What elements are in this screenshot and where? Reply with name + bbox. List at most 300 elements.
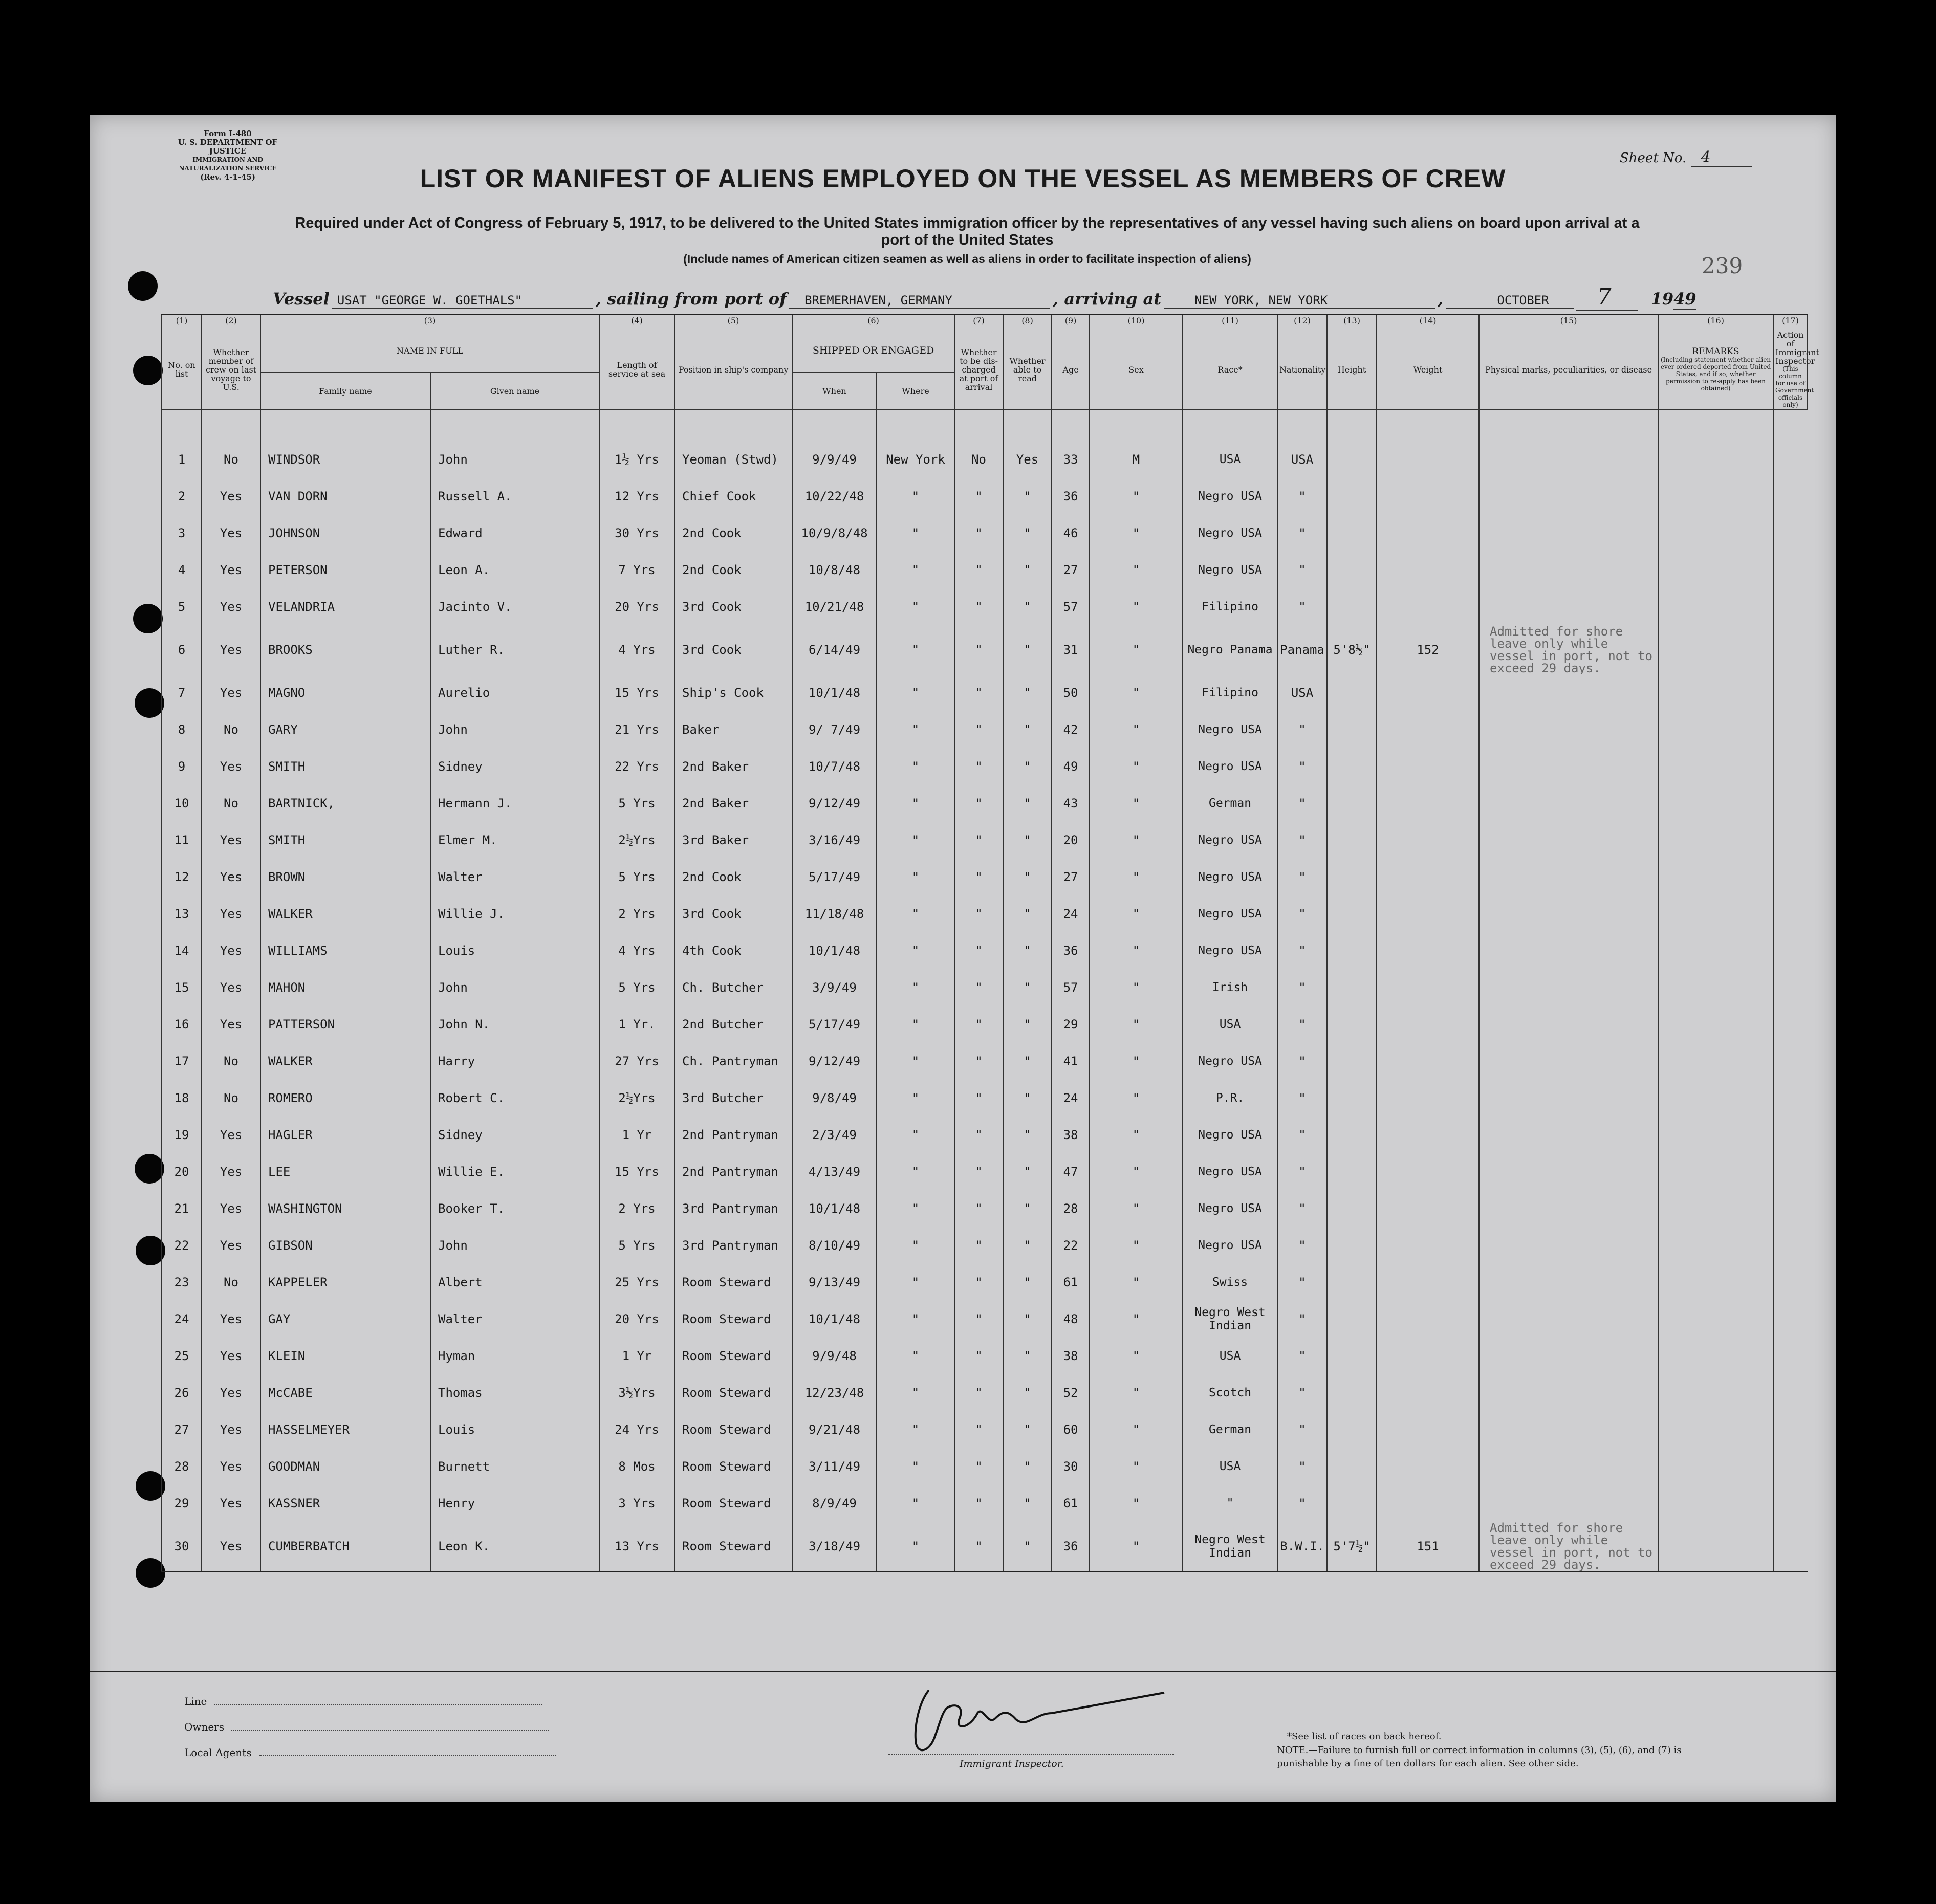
inspector-action-cell [1658, 1227, 1773, 1264]
table-row [162, 1411, 1808, 1448]
punch-hole [135, 688, 164, 718]
engaged-when-cell: 9/12/49 [792, 785, 877, 822]
position-cell: Baker [675, 711, 792, 748]
position-cell: 2nd Pantryman [675, 1153, 792, 1190]
age-cell: 57 [1052, 588, 1090, 625]
sex-cell: " [1090, 515, 1183, 552]
length-of-service-cell: 5 Yrs [599, 859, 675, 895]
discharged-cell: " [954, 588, 1003, 625]
length-of-service-cell: 12 Yrs [599, 478, 675, 515]
row-number-cell: 25 [162, 1338, 202, 1374]
nationality-cell: " [1277, 1264, 1327, 1301]
remarks-cell [1479, 969, 1658, 1006]
weight-cell [1377, 1448, 1479, 1485]
length-of-service-cell: 1 Yr [599, 1117, 675, 1153]
age-cell: 20 [1052, 822, 1090, 859]
length-of-service-cell: 15 Yrs [599, 674, 675, 711]
able-to-read-cell: " [1003, 478, 1052, 515]
nationality-cell: " [1277, 1485, 1327, 1522]
engaged-where-cell: " [877, 1522, 954, 1572]
header-previous-voyage: Whether member of crew on last voyage to U.S. [202, 330, 260, 410]
table-row [162, 478, 1808, 515]
length-of-service-cell: 5 Yrs [599, 969, 675, 1006]
nationality-cell: " [1277, 1153, 1327, 1190]
family-name-cell: WILLIAMS [260, 932, 430, 969]
previous-voyage-cell: No [202, 1264, 260, 1301]
service-name: IMMIGRATION AND NATURALIZATION SERVICE [179, 156, 277, 172]
engaged-when-cell: 3/9/49 [792, 969, 877, 1006]
nationality-cell: USA [1277, 674, 1327, 711]
subtitle-line-3: (Include names of American citizen seamen as well as aliens in order to facilitate inspection of aliens) [683, 252, 1251, 266]
height-cell [1327, 1411, 1377, 1448]
discharged-cell: " [954, 1264, 1003, 1301]
agents-field [184, 1746, 573, 1759]
inspector-action-cell [1658, 711, 1773, 748]
weight-cell [1377, 748, 1479, 785]
able-to-read-cell: " [1003, 711, 1052, 748]
height-cell [1327, 859, 1377, 895]
length-of-service-cell: 20 Yrs [599, 588, 675, 625]
length-of-service-cell: 3½Yrs [599, 1374, 675, 1411]
position-cell: Room Steward [675, 1301, 792, 1338]
col-num-7: (7) [954, 315, 1003, 330]
age-cell: 38 [1052, 1117, 1090, 1153]
family-name-cell: WALKER [260, 895, 430, 932]
position-cell: Ch. Butcher [675, 969, 792, 1006]
nationality-cell: " [1277, 895, 1327, 932]
age-cell: 57 [1052, 969, 1090, 1006]
table-row [162, 822, 1808, 859]
height-cell: 5'8½" [1327, 625, 1377, 674]
length-of-service-cell: 2½Yrs [599, 1080, 675, 1117]
inspector-signature [898, 1682, 1174, 1759]
given-name-cell: Henry [430, 1485, 599, 1522]
able-to-read-cell: " [1003, 1374, 1052, 1411]
previous-voyage-cell: Yes [202, 932, 260, 969]
position-cell: 2nd Cook [675, 859, 792, 895]
age-cell: 31 [1052, 625, 1090, 674]
position-cell: Room Steward [675, 1448, 792, 1485]
family-name-cell: PATTERSON [260, 1006, 430, 1043]
race-cell: Irish [1183, 969, 1277, 1006]
given-name-cell: Walter [430, 859, 599, 895]
table-row [162, 969, 1808, 1006]
position-cell: 2nd Baker [675, 748, 792, 785]
position-cell: 4th Cook [675, 932, 792, 969]
age-cell: 52 [1052, 1374, 1090, 1411]
col-num-12: (12) [1277, 315, 1327, 330]
remarks-cell [1479, 1153, 1658, 1190]
line-value [214, 1704, 542, 1705]
header-discharged: Whether to be dis-charged at port of arrival [954, 330, 1003, 410]
position-cell: 2nd Butcher [675, 1006, 792, 1043]
engaged-where-cell: " [877, 895, 954, 932]
height-cell [1327, 1006, 1377, 1043]
length-of-service-cell: 1½ Yrs [599, 441, 675, 478]
length-of-service-cell: 4 Yrs [599, 932, 675, 969]
weight-cell [1377, 1006, 1479, 1043]
height-cell [1327, 1117, 1377, 1153]
given-name-cell: Sidney [430, 748, 599, 785]
family-name-cell: GIBSON [260, 1227, 430, 1264]
height-cell [1327, 711, 1377, 748]
able-to-read-cell: " [1003, 1411, 1052, 1448]
table-row [162, 515, 1808, 552]
length-of-service-cell: 27 Yrs [599, 1043, 675, 1080]
engaged-where-cell: " [877, 1153, 954, 1190]
engaged-when-cell: 3/11/49 [792, 1448, 877, 1485]
remarks-cell [1479, 1227, 1658, 1264]
inspector-action-cell [1658, 1190, 1773, 1227]
given-name-cell: Booker T. [430, 1190, 599, 1227]
sex-cell: " [1090, 1117, 1183, 1153]
col-num-2: (2) [202, 315, 260, 330]
header-spacer-row [162, 410, 1808, 441]
col-num-8: (8) [1003, 315, 1052, 330]
family-name-cell: SMITH [260, 822, 430, 859]
age-cell: 41 [1052, 1043, 1090, 1080]
inspector-action-cell [1658, 1117, 1773, 1153]
length-of-service-cell: 13 Yrs [599, 1522, 675, 1572]
engaged-where-cell: " [877, 1338, 954, 1374]
inspector-action-cell [1658, 785, 1773, 822]
row-number-cell: 9 [162, 748, 202, 785]
remarks-cell [1479, 748, 1658, 785]
owners-label: Owners [184, 1721, 225, 1733]
family-name-cell: BARTNICK, [260, 785, 430, 822]
engaged-when-cell: 6/14/49 [792, 625, 877, 674]
previous-voyage-cell: No [202, 785, 260, 822]
length-of-service-cell: 2 Yrs [599, 895, 675, 932]
row-number-cell: 18 [162, 1080, 202, 1117]
age-cell: 24 [1052, 895, 1090, 932]
discharged-cell: " [954, 478, 1003, 515]
weight-cell [1377, 1264, 1479, 1301]
remarks-cell [1479, 588, 1658, 625]
previous-voyage-cell: Yes [202, 748, 260, 785]
able-to-read-cell: " [1003, 1117, 1052, 1153]
engaged-where-cell: " [877, 785, 954, 822]
previous-voyage-cell: No [202, 1043, 260, 1080]
table-row [162, 895, 1808, 932]
department: U. S. DEPARTMENT OF JUSTICE [178, 138, 278, 156]
previous-voyage-cell: Yes [202, 1448, 260, 1485]
age-cell: 60 [1052, 1411, 1090, 1448]
family-name-cell: GAY [260, 1301, 430, 1338]
previous-voyage-cell: Yes [202, 1006, 260, 1043]
age-cell: 36 [1052, 1522, 1090, 1572]
engaged-where-cell: " [877, 1374, 954, 1411]
remarks-cell [1479, 1080, 1658, 1117]
able-to-read-cell: " [1003, 932, 1052, 969]
weight-cell [1377, 588, 1479, 625]
sailing-label: , sailing from port of [595, 289, 787, 309]
length-of-service-cell: 5 Yrs [599, 785, 675, 822]
remarks-cell [1479, 1117, 1658, 1153]
sex-cell: " [1090, 1153, 1183, 1190]
row-number-cell: 24 [162, 1301, 202, 1338]
nationality-cell: " [1277, 969, 1327, 1006]
remarks-cell [1479, 711, 1658, 748]
row-number-cell: 15 [162, 969, 202, 1006]
engaged-when-cell: 9/ 7/49 [792, 711, 877, 748]
inspector-action-cell [1658, 1153, 1773, 1190]
previous-voyage-cell: Yes [202, 822, 260, 859]
discharged-cell: " [954, 1522, 1003, 1572]
length-of-service-cell: 21 Yrs [599, 711, 675, 748]
discharged-cell: " [954, 552, 1003, 588]
header-remarks [1658, 330, 1773, 410]
row-number-cell: 27 [162, 1411, 202, 1448]
discharged-cell: " [954, 1153, 1003, 1190]
table-row [162, 859, 1808, 895]
position-cell: 2nd Baker [675, 785, 792, 822]
inspector-action-cell [1658, 969, 1773, 1006]
sex-cell: " [1090, 1485, 1183, 1522]
arrival-day: 7 [1576, 284, 1638, 311]
header-name-in-full: NAME IN FULL [260, 330, 599, 373]
height-cell [1327, 1485, 1377, 1522]
inspector-action-cell [1658, 1080, 1773, 1117]
previous-voyage-cell: Yes [202, 478, 260, 515]
family-name-cell: GOODMAN [260, 1448, 430, 1485]
weight-cell [1377, 1374, 1479, 1411]
comma-separator: , [1438, 289, 1444, 309]
able-to-read-cell: " [1003, 1338, 1052, 1374]
remarks-cell [1479, 674, 1658, 711]
age-cell: 22 [1052, 1227, 1090, 1264]
given-name-cell: Hermann J. [430, 785, 599, 822]
engaged-where-cell: " [877, 748, 954, 785]
discharged-cell: " [954, 785, 1003, 822]
given-name-cell: Leon K. [430, 1522, 599, 1572]
sex-cell: M [1090, 441, 1183, 478]
length-of-service-cell: 2 Yrs [599, 1190, 675, 1227]
race-cell: Negro USA [1183, 478, 1277, 515]
table-row [162, 1190, 1808, 1227]
row-number-cell: 1 [162, 441, 202, 478]
form-revision: (Rev. 4-1-45) [200, 172, 256, 182]
length-of-service-cell: 4 Yrs [599, 625, 675, 674]
agents-label: Local Agents [184, 1746, 252, 1759]
weight-cell [1377, 969, 1479, 1006]
nationality-cell: " [1277, 1301, 1327, 1338]
race-cell: Negro USA [1183, 932, 1277, 969]
able-to-read-cell: " [1003, 969, 1052, 1006]
previous-voyage-cell: Yes [202, 1301, 260, 1338]
discharged-cell: " [954, 1080, 1003, 1117]
col-num-15: (15) [1479, 315, 1658, 330]
discharged-cell: " [954, 748, 1003, 785]
able-to-read-cell: " [1003, 785, 1052, 822]
able-to-read-cell: " [1003, 1043, 1052, 1080]
nationality-cell: " [1277, 1043, 1327, 1080]
previous-voyage-cell: Yes [202, 588, 260, 625]
engaged-when-cell: 10/1/48 [792, 674, 877, 711]
position-cell: Room Steward [675, 1374, 792, 1411]
inspector-action-cell [1658, 515, 1773, 552]
able-to-read-cell: " [1003, 1301, 1052, 1338]
header-inspector-action [1773, 330, 1819, 410]
remarks-note: (Including statement whether alien ever ordered deported from United States, and if so, whether permission to re-apply has been obtained) [1660, 356, 1771, 392]
engaged-when-cell: 8/10/49 [792, 1227, 877, 1264]
family-name-cell: JOHNSON [260, 515, 430, 552]
table-row [162, 1227, 1808, 1264]
able-to-read-cell: " [1003, 822, 1052, 859]
engaged-when-cell: 12/23/48 [792, 1374, 877, 1411]
discharged-cell: " [954, 1227, 1003, 1264]
age-cell: 61 [1052, 1485, 1090, 1522]
inspector-action-cell [1658, 1448, 1773, 1485]
discharged-cell: " [954, 1338, 1003, 1374]
engaged-where-cell: New York [877, 441, 954, 478]
given-name-cell: Russell A. [430, 478, 599, 515]
row-number-cell: 22 [162, 1227, 202, 1264]
weight-cell [1377, 1080, 1479, 1117]
header-age: Age [1052, 330, 1090, 410]
position-cell: Room Steward [675, 1411, 792, 1448]
previous-voyage-cell: Yes [202, 1227, 260, 1264]
family-name-cell: KASSNER [260, 1485, 430, 1522]
engaged-when-cell: 10/7/48 [792, 748, 877, 785]
inspector-action-cell [1658, 1006, 1773, 1043]
nationality-cell: " [1277, 1006, 1327, 1043]
age-cell: 27 [1052, 859, 1090, 895]
nationality-cell: " [1277, 588, 1327, 625]
race-cell: Negro USA [1183, 1227, 1277, 1264]
weight-cell [1377, 822, 1479, 859]
race-cell: USA [1183, 441, 1277, 478]
remarks-cell: Admitted for shore leave only while vessel in port, not to exceed 29 days. [1479, 625, 1658, 674]
engaged-when-cell: 3/18/49 [792, 1522, 877, 1572]
inspector-action-cell [1658, 478, 1773, 515]
header-when: When [792, 373, 877, 410]
nationality-cell: USA [1277, 441, 1327, 478]
nationality-cell: " [1277, 748, 1327, 785]
row-number-cell: 14 [162, 932, 202, 969]
age-cell: 43 [1052, 785, 1090, 822]
remarks-cell: Admitted for shore leave only while vessel in port, not to exceed 29 days. [1479, 1522, 1658, 1572]
agents-value [259, 1755, 556, 1756]
vessel-name: USAT "GEORGE W. GOETHALS" [332, 293, 593, 309]
height-cell [1327, 785, 1377, 822]
race-cell: Negro USA [1183, 822, 1277, 859]
table-row [162, 1006, 1808, 1043]
engaged-when-cell: 9/9/49 [792, 441, 877, 478]
sheet-number: 4 [1691, 148, 1752, 167]
position-cell: 3rd Cook [675, 895, 792, 932]
engaged-when-cell: 2/3/49 [792, 1117, 877, 1153]
family-name-cell: LEE [260, 1153, 430, 1190]
col-num-13: (13) [1327, 315, 1377, 330]
engaged-where-cell: " [877, 1448, 954, 1485]
length-of-service-cell: 24 Yrs [599, 1411, 675, 1448]
age-cell: 36 [1052, 932, 1090, 969]
race-cell: Negro USA [1183, 748, 1277, 785]
engaged-when-cell: 5/17/49 [792, 859, 877, 895]
table-row [162, 1374, 1808, 1411]
weight-cell [1377, 1227, 1479, 1264]
engaged-where-cell: " [877, 969, 954, 1006]
able-to-read-cell: " [1003, 748, 1052, 785]
given-name-cell: John [430, 441, 599, 478]
penalty-note: NOTE.—Failure to furnish full or correct information in columns (3), (5), (6), and (7) is punishable by a fine of ten dollars for each alien. See other side. [1277, 1745, 1682, 1769]
race-cell: Negro USA [1183, 515, 1277, 552]
sex-cell: " [1090, 895, 1183, 932]
able-to-read-cell: " [1003, 895, 1052, 932]
race-cell: Swiss [1183, 1264, 1277, 1301]
length-of-service-cell: 5 Yrs [599, 1227, 675, 1264]
given-name-cell: Edward [430, 515, 599, 552]
owners-value [231, 1730, 549, 1731]
length-of-service-cell: 7 Yrs [599, 552, 675, 588]
length-of-service-cell: 20 Yrs [599, 1301, 675, 1338]
race-cell: German [1183, 1411, 1277, 1448]
length-of-service-cell: 1 Yr [599, 1338, 675, 1374]
col-num-10: (10) [1090, 315, 1183, 330]
position-cell: 3rd Cook [675, 588, 792, 625]
manifest-page [90, 115, 1836, 1802]
discharged-cell: " [954, 932, 1003, 969]
race-cell: Negro USA [1183, 1153, 1277, 1190]
nationality-cell: " [1277, 1448, 1327, 1485]
inspector-action-cell [1658, 588, 1773, 625]
given-name-cell: Elmer M. [430, 822, 599, 859]
inspector-action-cell [1658, 1374, 1773, 1411]
engaged-when-cell: 10/22/48 [792, 478, 877, 515]
race-cell: USA [1183, 1448, 1277, 1485]
header-sex: Sex [1090, 330, 1183, 410]
nationality-cell: " [1277, 711, 1327, 748]
height-cell [1327, 552, 1377, 588]
race-cell: German [1183, 785, 1277, 822]
engaged-when-cell: 10/9/8/48 [792, 515, 877, 552]
position-cell: 2nd Pantryman [675, 1117, 792, 1153]
table-row [162, 1301, 1808, 1338]
sex-cell: " [1090, 625, 1183, 674]
position-cell: Ch. Pantryman [675, 1043, 792, 1080]
sex-cell: " [1090, 1080, 1183, 1117]
previous-voyage-cell: Yes [202, 1485, 260, 1522]
discharged-cell: " [954, 674, 1003, 711]
row-number-cell: 26 [162, 1374, 202, 1411]
engaged-where-cell: " [877, 932, 954, 969]
row-number-cell: 28 [162, 1448, 202, 1485]
able-to-read-cell: " [1003, 588, 1052, 625]
arriving-label: , arriving at [1053, 289, 1161, 309]
engaged-when-cell: 10/21/48 [792, 588, 877, 625]
age-cell: 46 [1052, 515, 1090, 552]
given-name-cell: Albert [430, 1264, 599, 1301]
col-num-14: (14) [1377, 315, 1479, 330]
sex-cell: " [1090, 674, 1183, 711]
engaged-when-cell: 10/1/48 [792, 932, 877, 969]
remarks-cell [1479, 1264, 1658, 1301]
inspector-action-cell [1658, 932, 1773, 969]
race-cell: Negro USA [1183, 895, 1277, 932]
age-cell: 24 [1052, 1080, 1090, 1117]
family-name-cell: ROMERO [260, 1080, 430, 1117]
inspector-action-cell [1658, 748, 1773, 785]
row-number-cell: 30 [162, 1522, 202, 1572]
table-row [162, 1043, 1808, 1080]
discharged-cell: " [954, 515, 1003, 552]
sailing-port: BREMERHAVEN, GERMANY [789, 293, 1050, 309]
engaged-when-cell: 4/13/49 [792, 1153, 877, 1190]
row-number-cell: 4 [162, 552, 202, 588]
length-of-service-cell: 8 Mos [599, 1448, 675, 1485]
inspector-action-cell [1658, 552, 1773, 588]
